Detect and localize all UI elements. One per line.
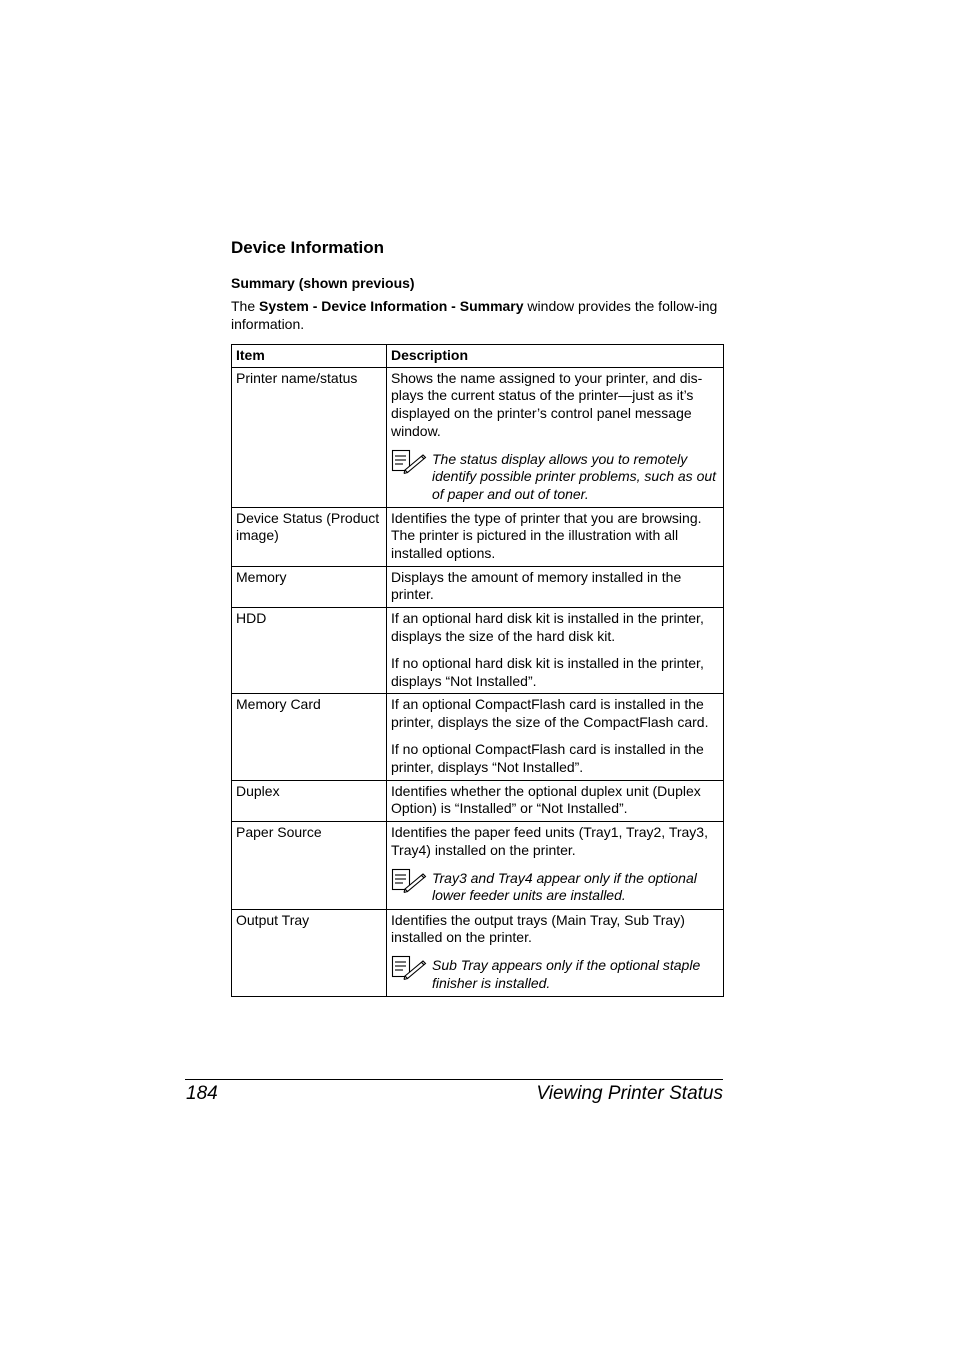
item-cell: Memory: [232, 566, 387, 607]
note: [391, 870, 721, 906]
description-text: Shows the name assigned to your printer, and dis-plays the current status of the printer—just as it’s displayed on the printer’s control panel message window.: [391, 369, 703, 439]
description-cell: [387, 367, 724, 507]
item-cell: Duplex: [232, 780, 387, 821]
table-body: [232, 367, 724, 996]
table-row: [232, 694, 724, 780]
description-cell: [387, 694, 724, 780]
description-cell: [387, 822, 724, 909]
note: [391, 957, 721, 993]
table-row: [232, 507, 724, 566]
intro-paragraph: [231, 298, 723, 333]
note-pencil-icon: [391, 868, 427, 894]
table-row: [232, 780, 724, 821]
item-cell: HDD: [232, 608, 387, 694]
device-information-table: [231, 344, 724, 997]
note-text: Tray3 and Tray4 appear only if the optional lower feeder units are installed.: [432, 869, 697, 904]
description-text: If no optional CompactFlash card is installed in the printer, displays “Not Installed”.: [391, 741, 704, 776]
table-row: [232, 566, 724, 607]
description-text: If an optional CompactFlash card is installed in the printer, displays the size of the CompactFlash card.: [391, 696, 709, 731]
intro-bold-window-name: System - Device Information - Summary: [259, 298, 524, 314]
description-cell: [387, 780, 724, 821]
table-row: [232, 608, 724, 694]
intro-text-before: The: [231, 298, 260, 314]
column-header-description: Description: [387, 345, 724, 368]
description-text: Identifies the type of printer that you are browsing. The printer is pictured in the illustration with all installed options.: [391, 509, 702, 562]
description-text: If an optional hard disk kit is installed in the printer, displays the size of the hard disk kit.: [391, 610, 704, 644]
item-cell: Memory Card: [232, 694, 387, 780]
table-header-row: [232, 345, 724, 368]
note-text: The status display allows you to remotely identify possible printer problems, such as out of paper and out of toner.: [432, 450, 717, 502]
note: [391, 451, 721, 504]
description-text: Identifies whether the optional duplex unit (Duplex Option) is “Installed” or “Not Installed”.: [391, 782, 701, 817]
description-cell: [387, 507, 724, 566]
note-pencil-icon: [391, 449, 427, 475]
column-header-item: Item: [232, 345, 387, 368]
description-text: Displays the amount of memory installed in the printer.: [391, 568, 682, 603]
item-cell: Device Status (Product image): [232, 507, 387, 566]
page-number: 184: [186, 1083, 218, 1104]
description-cell: [387, 909, 724, 996]
table-row: [232, 909, 724, 996]
intro-text-after: window provides the follow-ing information.: [231, 298, 718, 332]
description-cell: [387, 566, 724, 607]
item-cell: Printer name/status: [232, 367, 387, 507]
item-cell: Paper Source: [232, 822, 387, 909]
table-row: [232, 367, 724, 507]
footer-divider: [185, 1079, 723, 1080]
description-text: If no optional hard disk kit is installed in the printer, displays “Not Installed”.: [391, 655, 704, 689]
subsection-heading: Summary (shown previous): [231, 275, 415, 291]
note-pencil-icon: [391, 955, 427, 981]
note-text: Sub Tray appears only if the optional staple finisher is installed.: [432, 956, 701, 991]
item-cell: Output Tray: [232, 909, 387, 996]
description-text: Identifies the output trays (Main Tray, Sub Tray) installed on the printer.: [391, 911, 685, 946]
footer-section-title: Viewing Printer Status: [536, 1083, 723, 1104]
table-row: [232, 822, 724, 909]
description-cell: [387, 608, 724, 694]
section-heading: Device Information: [231, 238, 385, 257]
description-text: Identifies the paper feed units (Tray1, Tray2, Tray3, Tray4) installed on the printer.: [391, 824, 708, 858]
